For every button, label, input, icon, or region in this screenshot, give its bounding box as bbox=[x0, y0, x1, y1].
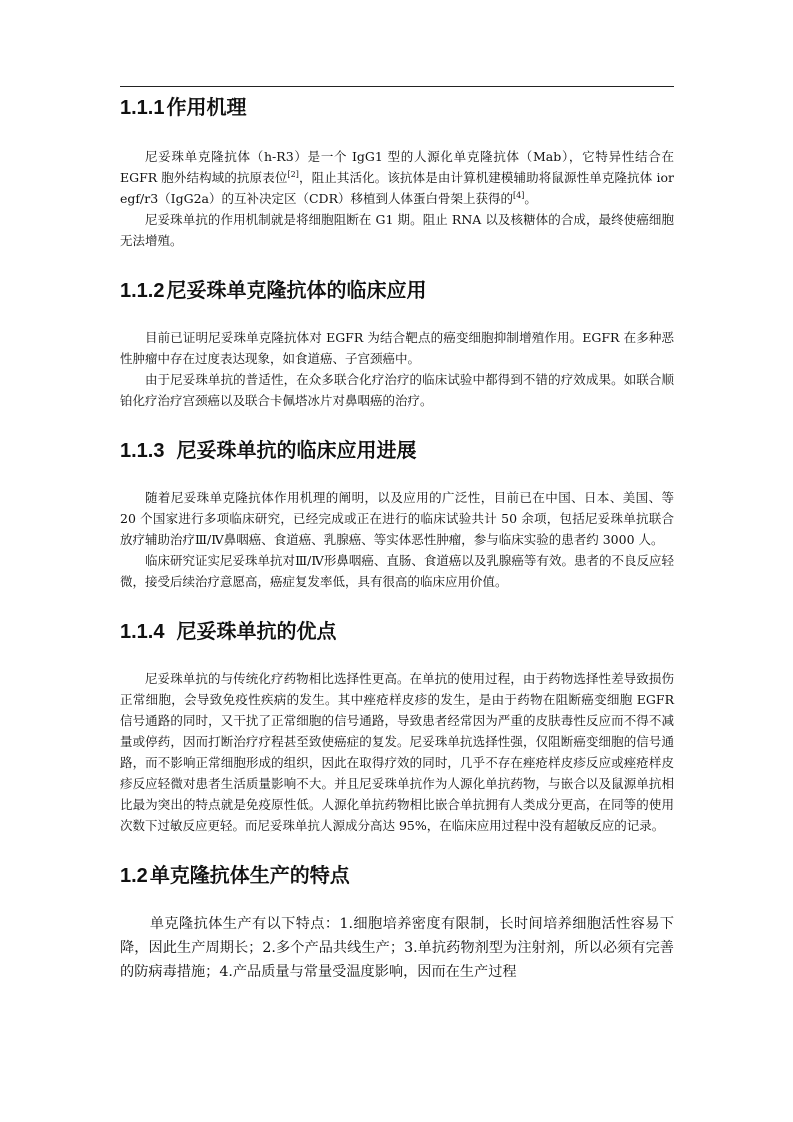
paragraph: 临床研究证实尼妥珠单抗对Ⅲ/Ⅳ形鼻咽癌、直肠、食道癌以及乳腺癌等有效。患者的不良反应轻微，接受后续治疗意愿高，癌症复发率低，具有很高的临床应用价值。 bbox=[120, 553, 674, 589]
section-number: 1.1.2 bbox=[120, 280, 165, 302]
section-number: 1.2 bbox=[120, 865, 148, 887]
section-title: 尼妥珠单抗的优点 bbox=[176, 621, 337, 643]
paragraph: 目前已证明尼妥珠单克隆抗体对 EGFR 为结合靶点的癌变细胞抑制增殖作用。EGFR 在多种恶性肿瘤中存在过度表达现象，如食道癌、子宫颈癌中。 bbox=[120, 330, 674, 366]
paragraph: 单克隆抗体生产有以下特点：1.细胞培养密度有限制，长时间培养细胞活性容易下降，因此生产周期长；2.多个产品共线生产；3.单抗药物剂型为注射剂，所以必须有完善的防病毒措施；4.产品质量与常量受温度影响，因而在生产过程 bbox=[120, 916, 674, 980]
paragraph: 尼妥珠单克隆抗体（h-R3）是一个 IgG1 型的人源化单克隆抗体（Mab），它特异性结合在 EGFR 胞外结构域的抗原表位[2]，阻止其活化。该抗体是由计算机建模辅助将鼠源性单克隆抗体 ior egf/r3（IgG2a）的互补决定区（CDR）移植到人体蛋白骨架上获得的[4]。 bbox=[120, 149, 674, 206]
section-heading-1-1-3 bbox=[120, 437, 674, 465]
section-number: 1.1.1 bbox=[120, 97, 165, 119]
section-heading-1-1-1 bbox=[120, 94, 674, 122]
section-heading-1-2 bbox=[120, 862, 674, 890]
paragraph: 由于尼妥珠单抗的普适性，在众多联合化疗治疗的临床试验中都得到不错的疗效成果。如联合顺铂化疗治疗宫颈癌以及联合卡佩塔冰片对鼻咽癌的治疗。 bbox=[120, 372, 674, 408]
section-title: 单克隆抗体生产的特点 bbox=[149, 865, 350, 887]
section-number: 1.1.4 bbox=[120, 621, 165, 643]
citation: [2] bbox=[287, 169, 299, 179]
section-heading-1-1-2 bbox=[120, 277, 674, 305]
section-title: 尼妥珠单克隆抗体的临床应用 bbox=[166, 280, 427, 302]
section-title: 作用机理 bbox=[166, 97, 247, 119]
header-rule bbox=[120, 86, 674, 87]
paragraph: 尼妥珠单抗的与传统化疗药物相比选择性更高。在单抗的使用过程，由于药物选择性差导致损伤正常细胞，会导致免疫性疾病的发生。其中痤疮样皮疹的发生，是由于药物在阻断癌变细胞 EGFR 信号通路的同时，又干扰了正常细胞的信号通路，导致患者经常因为严重的皮肤毒性反应而不得不减量或停药，因而打断治疗疗程甚至致使癌症的复发。尼妥珠单抗选择性强，仅阻断癌变细胞的信号通路，而不影响正常细胞形成的组织，因此在取得疗效的同时，几乎不存在痤疮样皮疹反应或痤疮样皮疹反应轻微对患者生活质量影响不大。并且尼妥珠单抗作为人源化单抗药物，与嵌合以及鼠源单抗相比最为突出的特点就是免疫原性低。人源化单抗药物相比嵌合单抗拥有人类成分更高，在同等的使用次数下过敏反应更轻。而尼妥珠单抗人源成分高达 95%，在临床应用过程中没有超敏反应的记录。 bbox=[120, 671, 674, 833]
paragraph: 尼妥珠单抗的作用机制就是将细胞阻断在 G1 期。阻止 RNA 以及核糖体的合成，最终使癌细胞无法增殖。 bbox=[120, 212, 674, 248]
document-body bbox=[120, 94, 674, 984]
paragraph: 随着尼妥珠单克隆抗体作用机理的阐明，以及应用的广泛性，目前已在中国、日本、美国、等 20 个国家进行多项临床研究，已经完成或正在进行的临床试验共计 50 余项，包括尼妥珠单抗联合放疗辅助治疗Ⅲ/Ⅳ鼻咽癌、食道癌、乳腺癌、等实体恶性肿瘤，参与临床实验的患者约 3000 人。 bbox=[120, 490, 674, 547]
citation: [4] bbox=[513, 190, 525, 200]
section-title: 尼妥珠单抗的临床应用进展 bbox=[176, 440, 417, 462]
section-number: 1.1.3 bbox=[120, 440, 165, 462]
section-heading-1-1-4 bbox=[120, 618, 674, 646]
